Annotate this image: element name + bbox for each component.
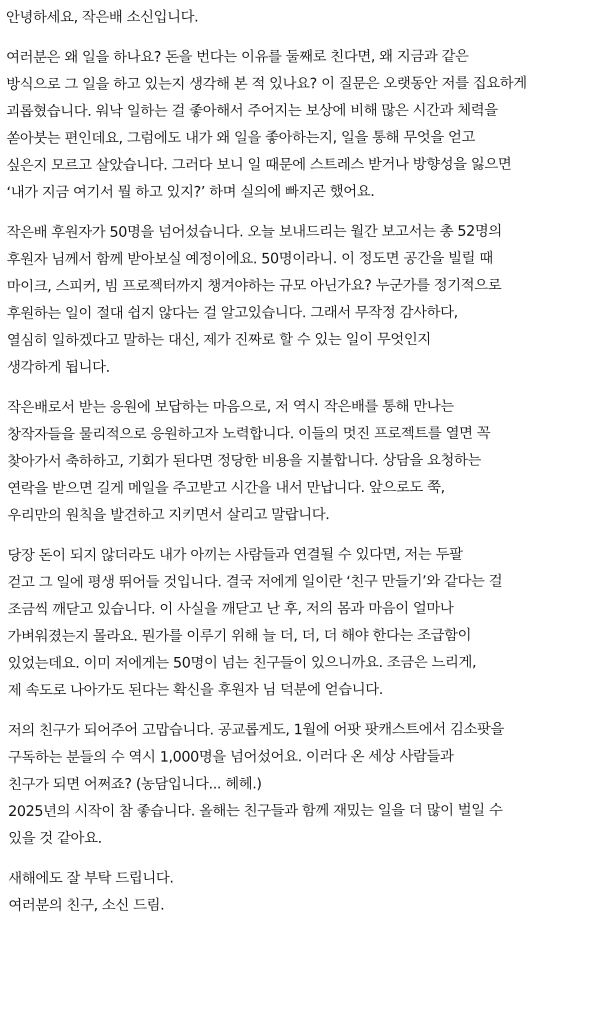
paragraph-3-line: 찾아가서 축하하고, 기회가 된다면 정당한 비용을 지불합니다. 상담을 요청하는	[7, 452, 482, 470]
paragraph-4-line: 당장 돈이 되지 않더라도 내가 아끼는 사람들과 연결될 수 있다면, 저는 두팔	[7, 546, 463, 564]
paragraph-1-line: 싶은지 모르고 살았습니다. 그러다 보니 일 때문에 스트레스 받거나 방향성을 잃으면	[6, 156, 512, 174]
paragraph-1-line: 괴롭혔습니다. 워낙 일하는 걸 좋아해서 주어지는 보상에 비해 많은 시간과 체력을	[6, 102, 498, 120]
paragraph-4-line: 조금씩 깨닫고 있습니다. 이 사실을 깨닫고 난 후, 저의 몸과 마음이 얼마나	[7, 600, 454, 618]
paragraph-2-line: 작은배 후원자가 50명을 넘어섰습니다. 오늘 보내드리는 월간 보고서는 총 52명의	[6, 223, 502, 241]
closing	[8, 864, 596, 920]
paragraph-3	[7, 393, 595, 530]
paragraph-5-line: 저의 친구가 되어주어 고맙습니다. 공교롭게도, 1월에 어팟 팟캐스트에서 김소팟을	[7, 721, 504, 739]
paragraph-5-line: 구독하는 분들의 수 역시 1,000명을 넘어섰어요. 이러다 온 세상 사람들과	[7, 748, 454, 766]
paragraph-2-line: 마이크, 스피커, 빔 프로젝터까지 챙겨야하는 규모 아닌가요? 누군가를 정기적으로	[6, 277, 502, 295]
paragraph-1-line: 쏟아붓는 편인데요, 그럼에도 내가 왜 일을 좋아하는지, 일을 통해 무엇을 얻고	[6, 129, 476, 147]
paragraph-3-line: 우리만의 원칙을 발견하고 지키면서 살리고 말랍니다.	[7, 507, 330, 524]
closing-line: 새해에도 잘 부탁 드립니다.	[8, 870, 174, 887]
paragraph-5-line: 친구가 되면 어쩌죠? (농담입니다... 헤헤.)	[8, 776, 262, 793]
greeting-line: 안녕하세요, 작은배 소신입니다.	[6, 9, 199, 26]
paragraph-1	[6, 43, 594, 207]
paragraph-2-line: 후원하는 일이 절대 쉽지 않다는 걸 알고있습니다. 그래서 무작정 감사하다,	[6, 304, 458, 322]
paragraph-4-line: 제 속도로 나아가도 된다는 확신을 후원자 님 덕분에 얻습니다.	[7, 681, 383, 699]
paragraph-5	[8, 716, 596, 853]
paragraph-2	[7, 218, 595, 382]
signature-line: 여러분의 친구, 소신 드림.	[8, 897, 165, 914]
paragraph-2-line: 후원자 님께서 함께 받아보실 예정이에요. 50명이라니. 이 정도면 공간을 빌릴 때	[6, 250, 493, 268]
paragraph-1-line: 여러분은 왜 일을 하나요? 돈을 번다는 이유를 둘째로 친다면, 왜 지금과 같은	[6, 48, 469, 66]
paragraph-3-line: 연락을 받으면 길게 메일을 주고받고 시간을 내서 만납니다. 앞으로도 쭉,	[7, 479, 445, 497]
paragraph-4-line: 걷고 그 일에 평생 뛰어들 것입니다. 결국 저에게 일이란 ‘친구 만들기’와 같다는 걸	[7, 573, 503, 591]
paragraph-2-line: 생각하게 됩니다.	[6, 359, 110, 376]
paragraph-3-line: 작은배로서 받는 응원에 보답하는 마음으로, 저 역시 작은배를 통해 만나는	[7, 398, 454, 416]
paragraph-4-line: 가벼워졌는지 몰라요. 뭔가를 이루기 위해 늘 더, 더, 더 해야 한다는 조급함이	[7, 627, 472, 645]
paragraph-4	[7, 541, 595, 705]
paragraph-4-line: 있었는데요. 이미 저에게는 50명이 넘는 친구들이 있으니까요. 조금은 느리게,	[7, 654, 477, 672]
paragraph-5-line: 2025년의 시작이 참 좋습니다. 올해는 친구들과 함께 재밌는 일을 더 많이 벌일 수	[8, 802, 503, 820]
paragraph-5-line: 있을 것 같아요.	[8, 830, 102, 847]
paragraph-3-line: 창작자들을 물리적으로 응원하고자 노력합니다. 이들의 멋진 프로젝트를 열면 꼭	[7, 425, 491, 443]
paragraph-1-line: ‘내가 지금 여기서 뭘 하고 있지?’ 하며 실의에 빠지곤 했어요.	[6, 184, 375, 201]
paragraph-1-line: 방식으로 그 일을 하고 있는지 생각해 본 적 있나요? 이 질문은 오랫동안 저를 집요하게	[6, 75, 527, 93]
paragraph-2-line: 열심히 일하겠다고 말하는 대신, 제가 진짜로 할 수 있는 일이 무엇인지	[6, 331, 431, 349]
